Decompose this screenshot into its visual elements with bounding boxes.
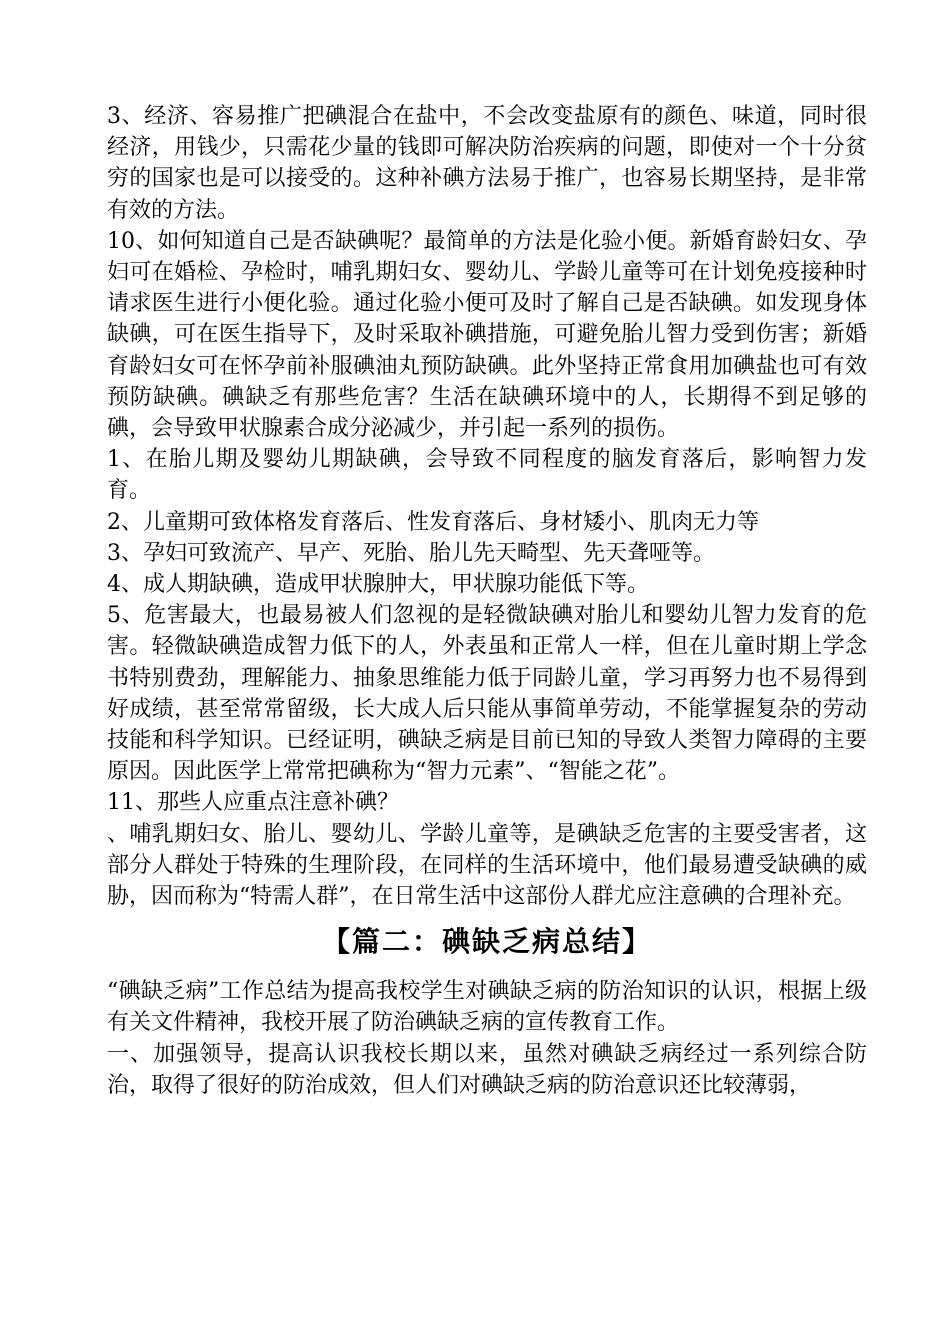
paragraph-harm-2: 2、儿童期可致体格发育落后、性发育落后、身材矮小、肌肉无力等 — [107, 509, 759, 535]
paragraph-q10: 10、如何知道自己是否缺碘呢？最简单的方法是化验小便。新婚育龄妇女、孕妇可在婚检、孕检时，哺乳期妇女、婴幼儿、学龄儿童等可在计划免疫接种时请求医生进行小便化验。通过化验小便可及时了解自己是否缺碘。如发现身体缺碘，可在医生指导下，及时采取补碘措施，可避免胎儿智力受到伤害；新婚育龄妇女可在怀孕前补服碘油丸预防缺碘。此外坚持正常食用加碘盐也可有效预防缺碘。碘缺乏有那些危害？生活在缺碘环境中的人，长期得不到足够的碘，会导致甲状腺素合成分泌减少，并引起一系列的损伤。 — [107, 228, 867, 442]
paragraph-harm-1: 1、在胎儿期及婴幼儿期缺碘，会导致不同程度的脑发育落后，影响智力发育。 — [107, 447, 867, 504]
paragraph-harm-4: 4、成人期缺碘，造成甲状腺肿大，甲状腺功能低下等。 — [107, 572, 649, 598]
paragraph-harm-5: 5、危害最大，也最易被人们忽视的是轻微缺碘对胎儿和婴幼儿智力发育的危害。轻微缺碘造成智力低下的人，外表虽和正常人一样，但在儿童时期上学念书特别费劲，理解能力、抽象思维能力低于同龄儿童，学习再努力也不易得到好成绩，甚至常常留级，长大成人后只能从事简单劳动，不能掌握复杂的劳动技能和科学知识。已经证明，碘缺乏病是目前已知的导致人类智力障碍的主要原因。因此医学上常常把碘称为“智力元素”、“智能之花”。 — [107, 603, 867, 785]
paragraph-economy: 3、经济、容易推广把碘混合在盐中，不会改变盐原有的颜色、味道，同时很经济，用钱少，只需花少量的钱即可解决防治疾病的问题，即使对一个十分贫穷的国家也是可以接受的。这种补碘方法易于推广，也容易长期坚持，是非常有效的方法。 — [107, 104, 867, 223]
paragraph-q11: 11、那些人应重点注意补碘？ — [107, 790, 399, 816]
document-body — [107, 101, 867, 1101]
paragraph-target-groups: 、哺乳期妇女、胎儿、婴幼儿、学龄儿童等，是碘缺乏危害的主要受害者，这部分人群处于特殊的生理阶段，在同样的生活环境中，他们最易遭受缺碘的威胁，因而称为“特需人群”，在日常生活中这部份人群尤应注意碘的合理补充。 — [107, 821, 867, 910]
section-title: 【篇二：碘缺乏病总结】 — [321, 925, 652, 959]
paragraph-summary-intro: “碘缺乏病”工作总结为提高我校学生对碘缺乏病的防治知识的认识，根据上级有关文件精神，我校开展了防治碘缺乏病的宣传教育工作。 — [107, 979, 867, 1036]
paragraph-harm-3: 3、孕妇可致流产、早产、死胎、胎儿先天畸型、先天聋哑等。 — [107, 540, 715, 566]
paragraph-summary-1: 一、加强领导，提高认识我校长期以来，虽然对碘缺乏病经过一系列综合防治，取得了很好的防治成效，但人们对碘缺乏病的防治意识还比较薄弱， — [107, 1041, 867, 1098]
